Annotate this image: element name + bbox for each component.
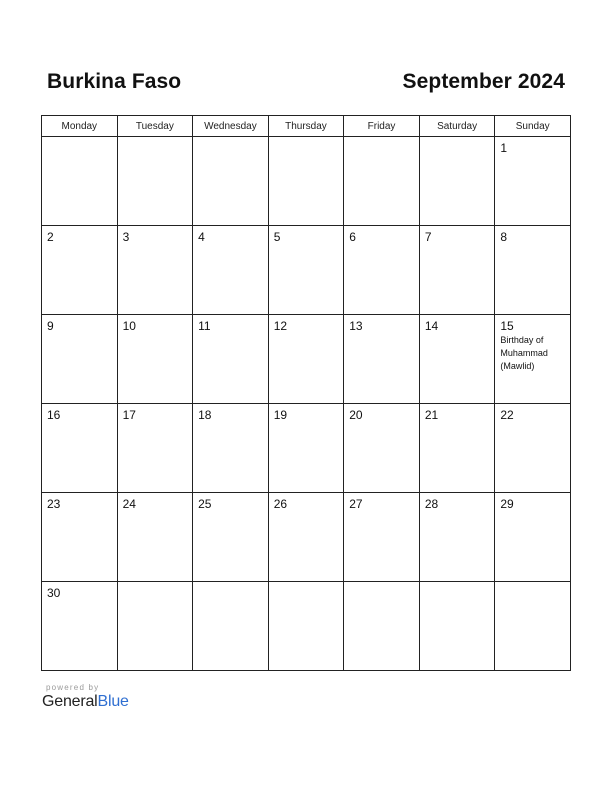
day-number (269, 582, 344, 586)
month-year-title: September 2024 (402, 70, 565, 93)
generalblue-logo[interactable] (42, 693, 129, 711)
day-number: 29 (500, 497, 514, 511)
day-number (420, 582, 495, 586)
day-number: 4 (198, 230, 205, 244)
day-cell (193, 137, 269, 226)
day-cell (344, 226, 420, 315)
day-cell (268, 582, 344, 671)
day-cell (268, 493, 344, 582)
day-number: 20 (349, 408, 363, 422)
day-cell (344, 315, 420, 404)
day-number: 11 (198, 319, 211, 333)
holiday-label: Birthday of Muhammad (Mawlid) (500, 335, 548, 371)
day-cell (42, 226, 118, 315)
day-number: 30 (47, 586, 61, 600)
day-number (193, 582, 268, 586)
day-number: 19 (273, 408, 288, 422)
day-cell (419, 226, 495, 315)
day-number: 13 (349, 319, 363, 333)
day-number: 14 (424, 319, 439, 333)
day-cell (495, 315, 571, 404)
day-cell (193, 582, 269, 671)
day-cell (117, 137, 193, 226)
day-number: 22 (500, 408, 514, 422)
day-number (118, 582, 193, 586)
day-cell (344, 493, 420, 582)
day-cell (495, 137, 571, 226)
day-cell (495, 582, 571, 671)
day-cell (419, 493, 495, 582)
day-number (269, 137, 344, 141)
day-number (344, 582, 419, 586)
weekday-header: Thursday (268, 116, 344, 137)
week-row (42, 315, 571, 404)
day-number: 10 (122, 319, 136, 333)
day-cell (117, 226, 193, 315)
day-cell (495, 226, 571, 315)
week-row (42, 137, 571, 226)
weekday-header: Sunday (495, 116, 571, 137)
weekday-header: Tuesday (117, 116, 193, 137)
day-number: 25 (198, 497, 212, 511)
week-row (42, 493, 571, 582)
day-number: 15 (500, 319, 514, 333)
brand-general: General (42, 693, 98, 710)
day-number (495, 582, 570, 586)
week-row (42, 582, 571, 671)
day-cell (268, 404, 344, 493)
day-number: 8 (500, 230, 508, 244)
weekday-header: Monday (42, 116, 118, 137)
day-number: 6 (349, 230, 356, 244)
powered-by-text: powered by (46, 683, 100, 692)
country-title: Burkina Faso (47, 70, 182, 93)
weekday-header-row (42, 116, 571, 137)
day-cell (344, 404, 420, 493)
day-number: 3 (122, 230, 130, 244)
week-row (42, 226, 571, 315)
day-cell (268, 226, 344, 315)
day-number: 17 (122, 408, 136, 422)
day-cell (495, 493, 571, 582)
day-cell (117, 582, 193, 671)
calendar-grid (41, 115, 571, 671)
day-number: 2 (47, 230, 54, 244)
week-row (42, 404, 571, 493)
day-number (344, 137, 419, 141)
day-number: 12 (273, 319, 288, 333)
day-cell (419, 315, 495, 404)
day-number (118, 137, 193, 141)
brand-blue: Blue (97, 693, 129, 710)
day-cell (117, 404, 193, 493)
day-cell (193, 315, 269, 404)
day-number: 18 (198, 408, 212, 422)
day-cell (344, 137, 420, 226)
day-cell (495, 404, 571, 493)
day-number: 26 (273, 497, 288, 511)
day-cell (42, 582, 118, 671)
day-cell (193, 226, 269, 315)
day-cell (419, 137, 495, 226)
day-number: 21 (424, 408, 439, 422)
day-number: 24 (122, 497, 136, 511)
day-cell (117, 493, 193, 582)
day-cell (419, 582, 495, 671)
day-number (42, 137, 117, 141)
day-number (193, 137, 268, 141)
weekday-header: Friday (344, 116, 420, 137)
day-number: 28 (424, 497, 439, 511)
day-cell (193, 493, 269, 582)
day-number: 1 (500, 141, 508, 155)
day-cell (42, 493, 118, 582)
day-cell (42, 315, 118, 404)
day-cell (42, 137, 118, 226)
weekday-header: Saturday (419, 116, 495, 137)
day-number: 9 (47, 319, 54, 333)
day-cell (419, 404, 495, 493)
day-number: 23 (47, 497, 61, 511)
day-cell (268, 137, 344, 226)
day-cell (268, 315, 344, 404)
day-number (420, 137, 495, 141)
day-cell (344, 582, 420, 671)
day-cell (42, 404, 118, 493)
day-cell (117, 315, 193, 404)
weekday-header: Wednesday (193, 116, 269, 137)
day-number: 5 (273, 230, 281, 244)
day-number: 27 (349, 497, 363, 511)
day-cell (193, 404, 269, 493)
day-number: 16 (47, 408, 61, 422)
day-number: 7 (424, 230, 432, 244)
